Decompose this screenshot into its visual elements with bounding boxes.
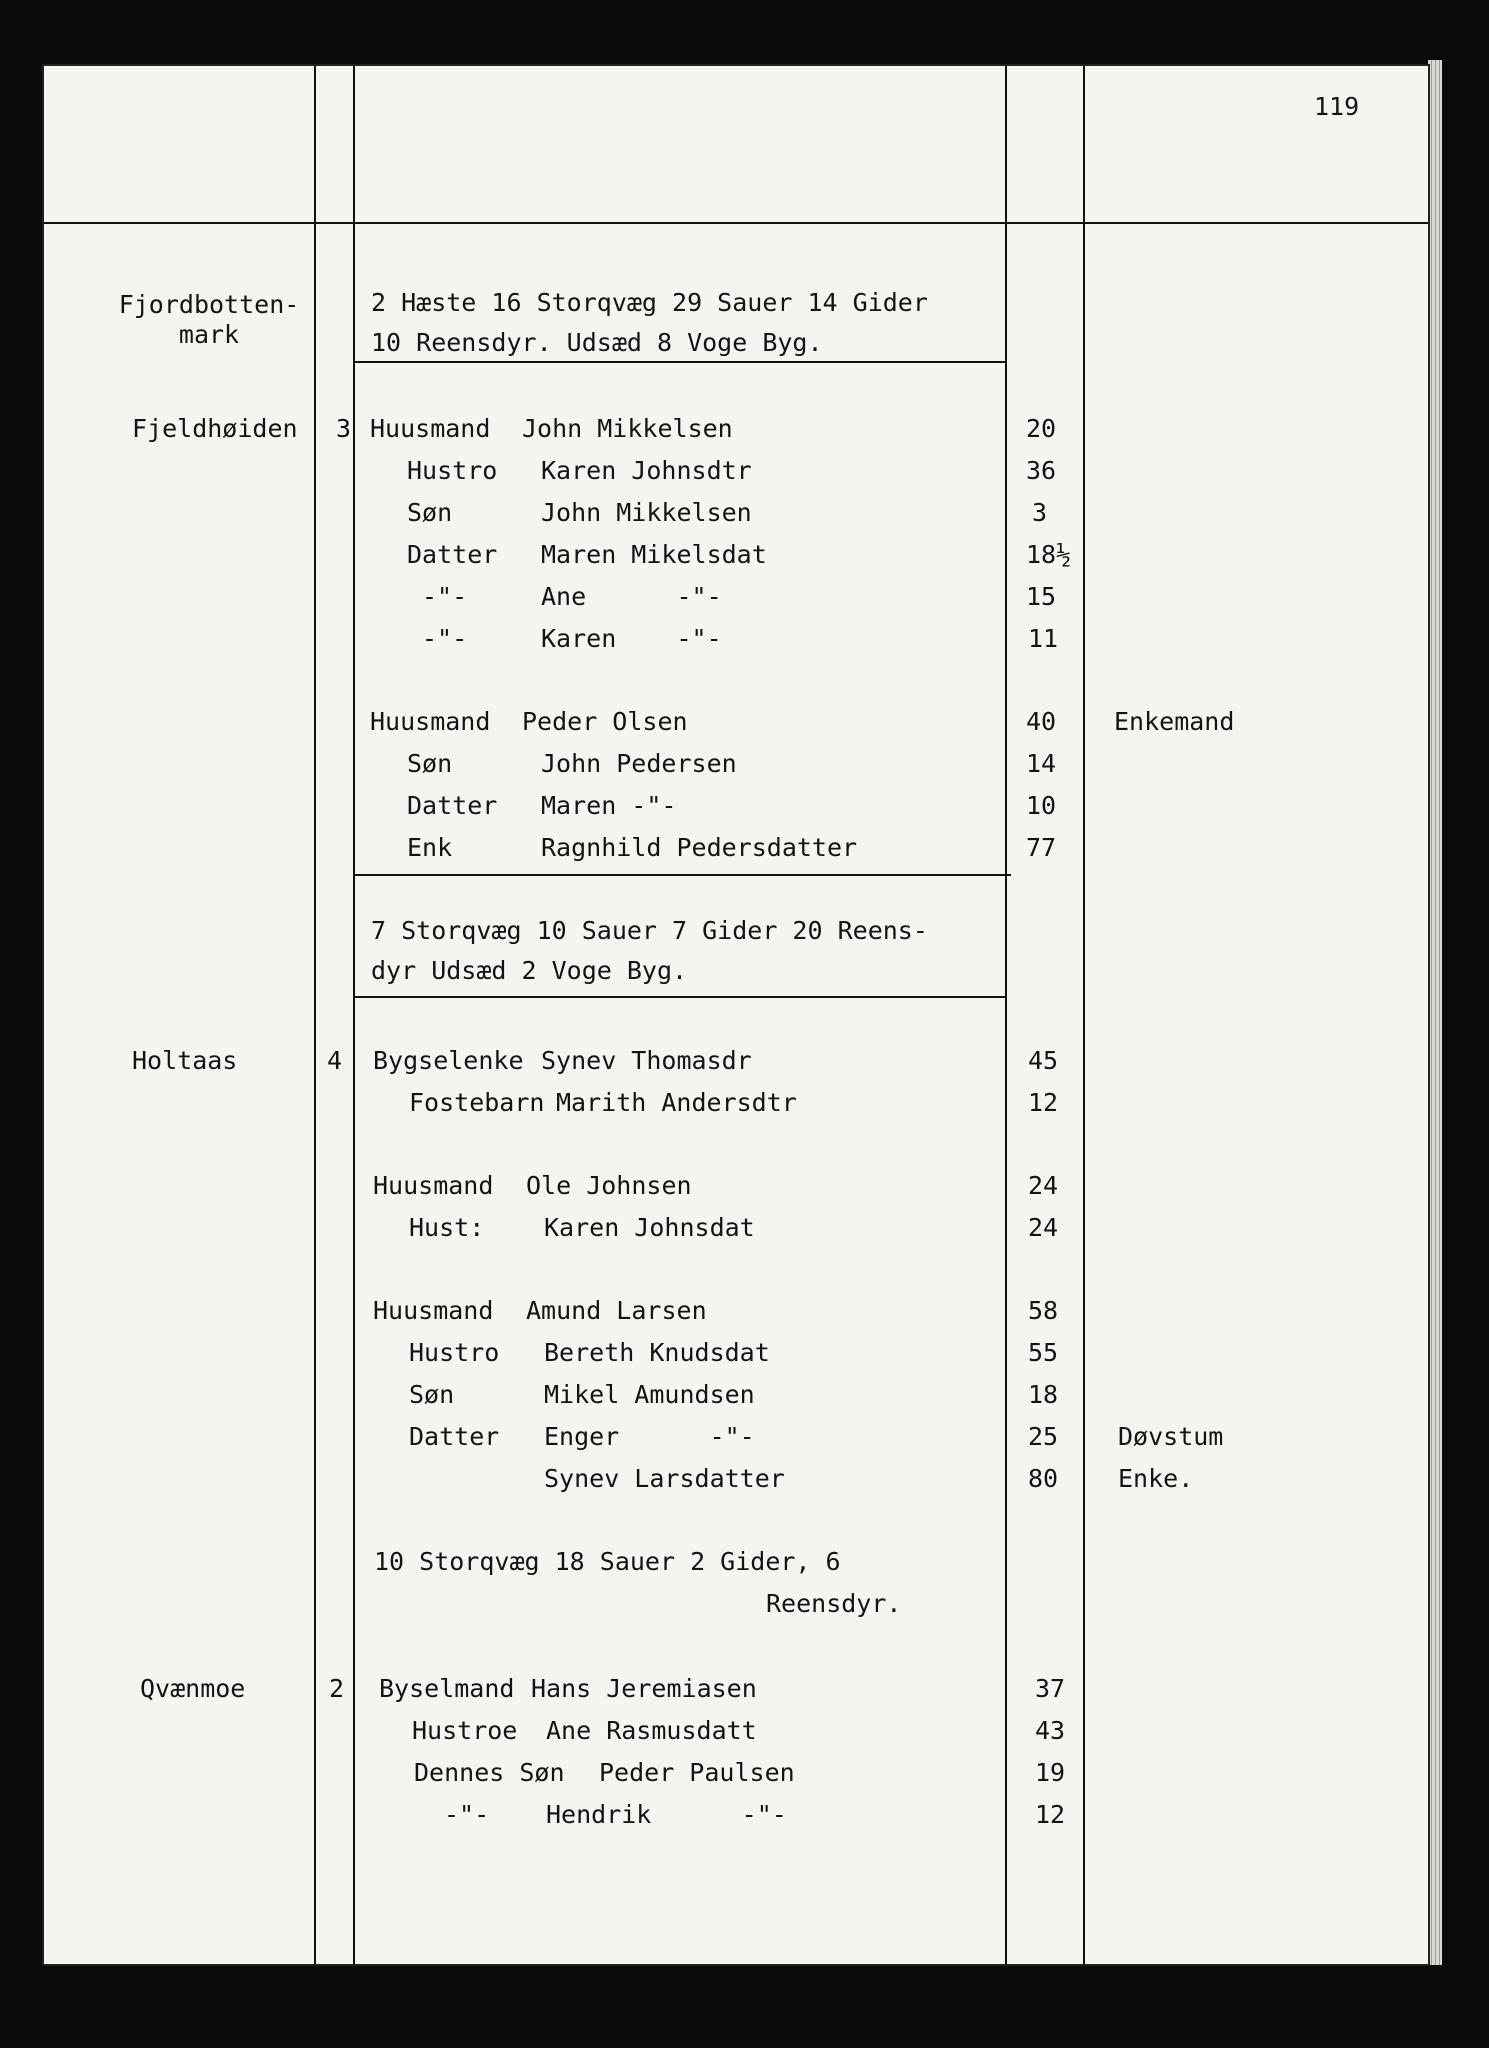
place-name: Fjordbotten- mark: [118, 290, 300, 349]
person-age: 77: [1026, 833, 1057, 862]
place-name: Fjeldhøiden: [132, 414, 298, 443]
column-divider-place: [314, 66, 316, 1964]
person-role: Fostebarn: [409, 1088, 545, 1117]
person-age: 19: [1035, 1758, 1066, 1787]
person-age: 3: [1032, 498, 1048, 527]
person-role: Datter: [409, 1422, 500, 1451]
person-age: 24: [1028, 1171, 1059, 1200]
person-age: 24: [1028, 1213, 1059, 1242]
page-number: 119: [1314, 92, 1360, 121]
person-name: Synev Larsdatter: [544, 1464, 785, 1493]
person-name: Amund Larsen: [526, 1296, 707, 1325]
person-name: Karen Johnsdat: [544, 1213, 755, 1242]
person-role: Datter: [407, 791, 498, 820]
person-age: 43: [1035, 1716, 1066, 1745]
livestock-line: 10 Reensdyr. Udsæd 8 Voge Byg.: [371, 328, 823, 357]
place-name: Holtaas: [132, 1046, 238, 1075]
person-role: -"-: [422, 624, 468, 653]
person-age: 55: [1028, 1338, 1059, 1367]
person-role: Byselmand: [379, 1674, 515, 1703]
person-role: Søn: [407, 498, 453, 527]
person-age: 12: [1035, 1800, 1066, 1829]
person-name: Karen Johnsdtr: [541, 456, 752, 485]
person-name: Peder Olsen: [522, 707, 688, 736]
person-note: Enkemand: [1114, 707, 1235, 736]
person-name: Bereth Knudsdat: [544, 1338, 770, 1367]
place-name: Qvænmoe: [140, 1674, 246, 1703]
livestock-line: dyr Udsæd 2 Voge Byg.: [371, 956, 688, 985]
person-age: 58: [1028, 1296, 1059, 1325]
person-age: 11: [1028, 624, 1059, 653]
person-name: Marith Andersdtr: [556, 1088, 797, 1117]
person-age: 45: [1028, 1046, 1059, 1075]
person-name: Karen -"-: [541, 624, 722, 653]
farm-number: 3: [336, 414, 352, 443]
person-name: Mikel Amundsen: [544, 1380, 755, 1409]
person-name: John Mikkelsen: [541, 498, 752, 527]
person-name: John Mikkelsen: [522, 414, 733, 443]
census-page: [44, 66, 1428, 1964]
livestock-rule-2b: [353, 996, 1007, 998]
person-role: -"-: [444, 1800, 490, 1829]
column-divider-age: [1005, 66, 1007, 1964]
person-role: Huusmand: [370, 707, 491, 736]
person-name: Maren -"-: [541, 791, 677, 820]
person-age: 18: [1028, 1380, 1059, 1409]
person-age: 18½: [1026, 540, 1072, 569]
header-rule: [44, 222, 1428, 224]
livestock-line: 7 Storqvæg 10 Sauer 7 Gider 20 Reens-: [371, 916, 928, 945]
person-name: Hans Jeremiasen: [531, 1674, 757, 1703]
person-age: 37: [1035, 1674, 1066, 1703]
person-name: Ole Johnsen: [526, 1171, 692, 1200]
person-role: Datter: [407, 540, 498, 569]
person-name: Peder Paulsen: [599, 1758, 795, 1787]
person-role: -"-: [422, 582, 468, 611]
livestock-line: 2 Hæste 16 Storqvæg 29 Sauer 14 Gider: [371, 288, 928, 317]
person-age: 15: [1026, 582, 1057, 611]
livestock-line: Reensdyr.: [766, 1589, 902, 1618]
person-age: 80: [1028, 1464, 1059, 1493]
person-name: Hendrik -"-: [546, 1800, 787, 1829]
farm-number: 4: [327, 1046, 343, 1075]
person-note: Enke.: [1118, 1464, 1194, 1493]
person-age: 12: [1028, 1088, 1059, 1117]
person-role: Huusmand: [373, 1171, 494, 1200]
person-role: Hustroe: [412, 1716, 518, 1745]
person-name: Ane Rasmusdatt: [546, 1716, 757, 1745]
column-divider-number: [353, 66, 355, 1964]
livestock-rule-1: [353, 361, 1007, 363]
person-role: Bygselenke: [373, 1046, 524, 1075]
livestock-rule-2a: [353, 874, 1011, 876]
page-edge: [1428, 60, 1442, 1965]
column-divider-note: [1083, 66, 1085, 1964]
person-age: 14: [1026, 749, 1057, 778]
person-role: Hust:: [409, 1213, 485, 1242]
person-note: Døvstum: [1118, 1422, 1224, 1451]
person-name: Enger -"-: [544, 1422, 755, 1451]
person-role: Huusmand: [373, 1296, 494, 1325]
person-role: Dennes Søn: [414, 1758, 565, 1787]
person-role: Søn: [407, 749, 453, 778]
person-name: Ane -"-: [541, 582, 722, 611]
person-role: Hustro: [409, 1338, 500, 1367]
person-age: 10: [1026, 791, 1057, 820]
person-age: 25: [1028, 1422, 1059, 1451]
person-role: Enk: [407, 833, 453, 862]
person-age: 20: [1026, 414, 1057, 443]
person-name: Synev Thomasdr: [541, 1046, 752, 1075]
person-name: John Pedersen: [541, 749, 737, 778]
person-role: Huusmand: [370, 414, 491, 443]
person-name: Maren Mikelsdat: [541, 540, 767, 569]
livestock-line: 10 Storqvæg 18 Sauer 2 Gider, 6: [374, 1547, 841, 1576]
farm-number: 2: [329, 1674, 345, 1703]
person-role: Søn: [409, 1380, 455, 1409]
person-name: Ragnhild Pedersdatter: [541, 833, 858, 862]
person-role: Hustro: [407, 456, 498, 485]
person-age: 40: [1026, 707, 1057, 736]
person-age: 36: [1026, 456, 1057, 485]
